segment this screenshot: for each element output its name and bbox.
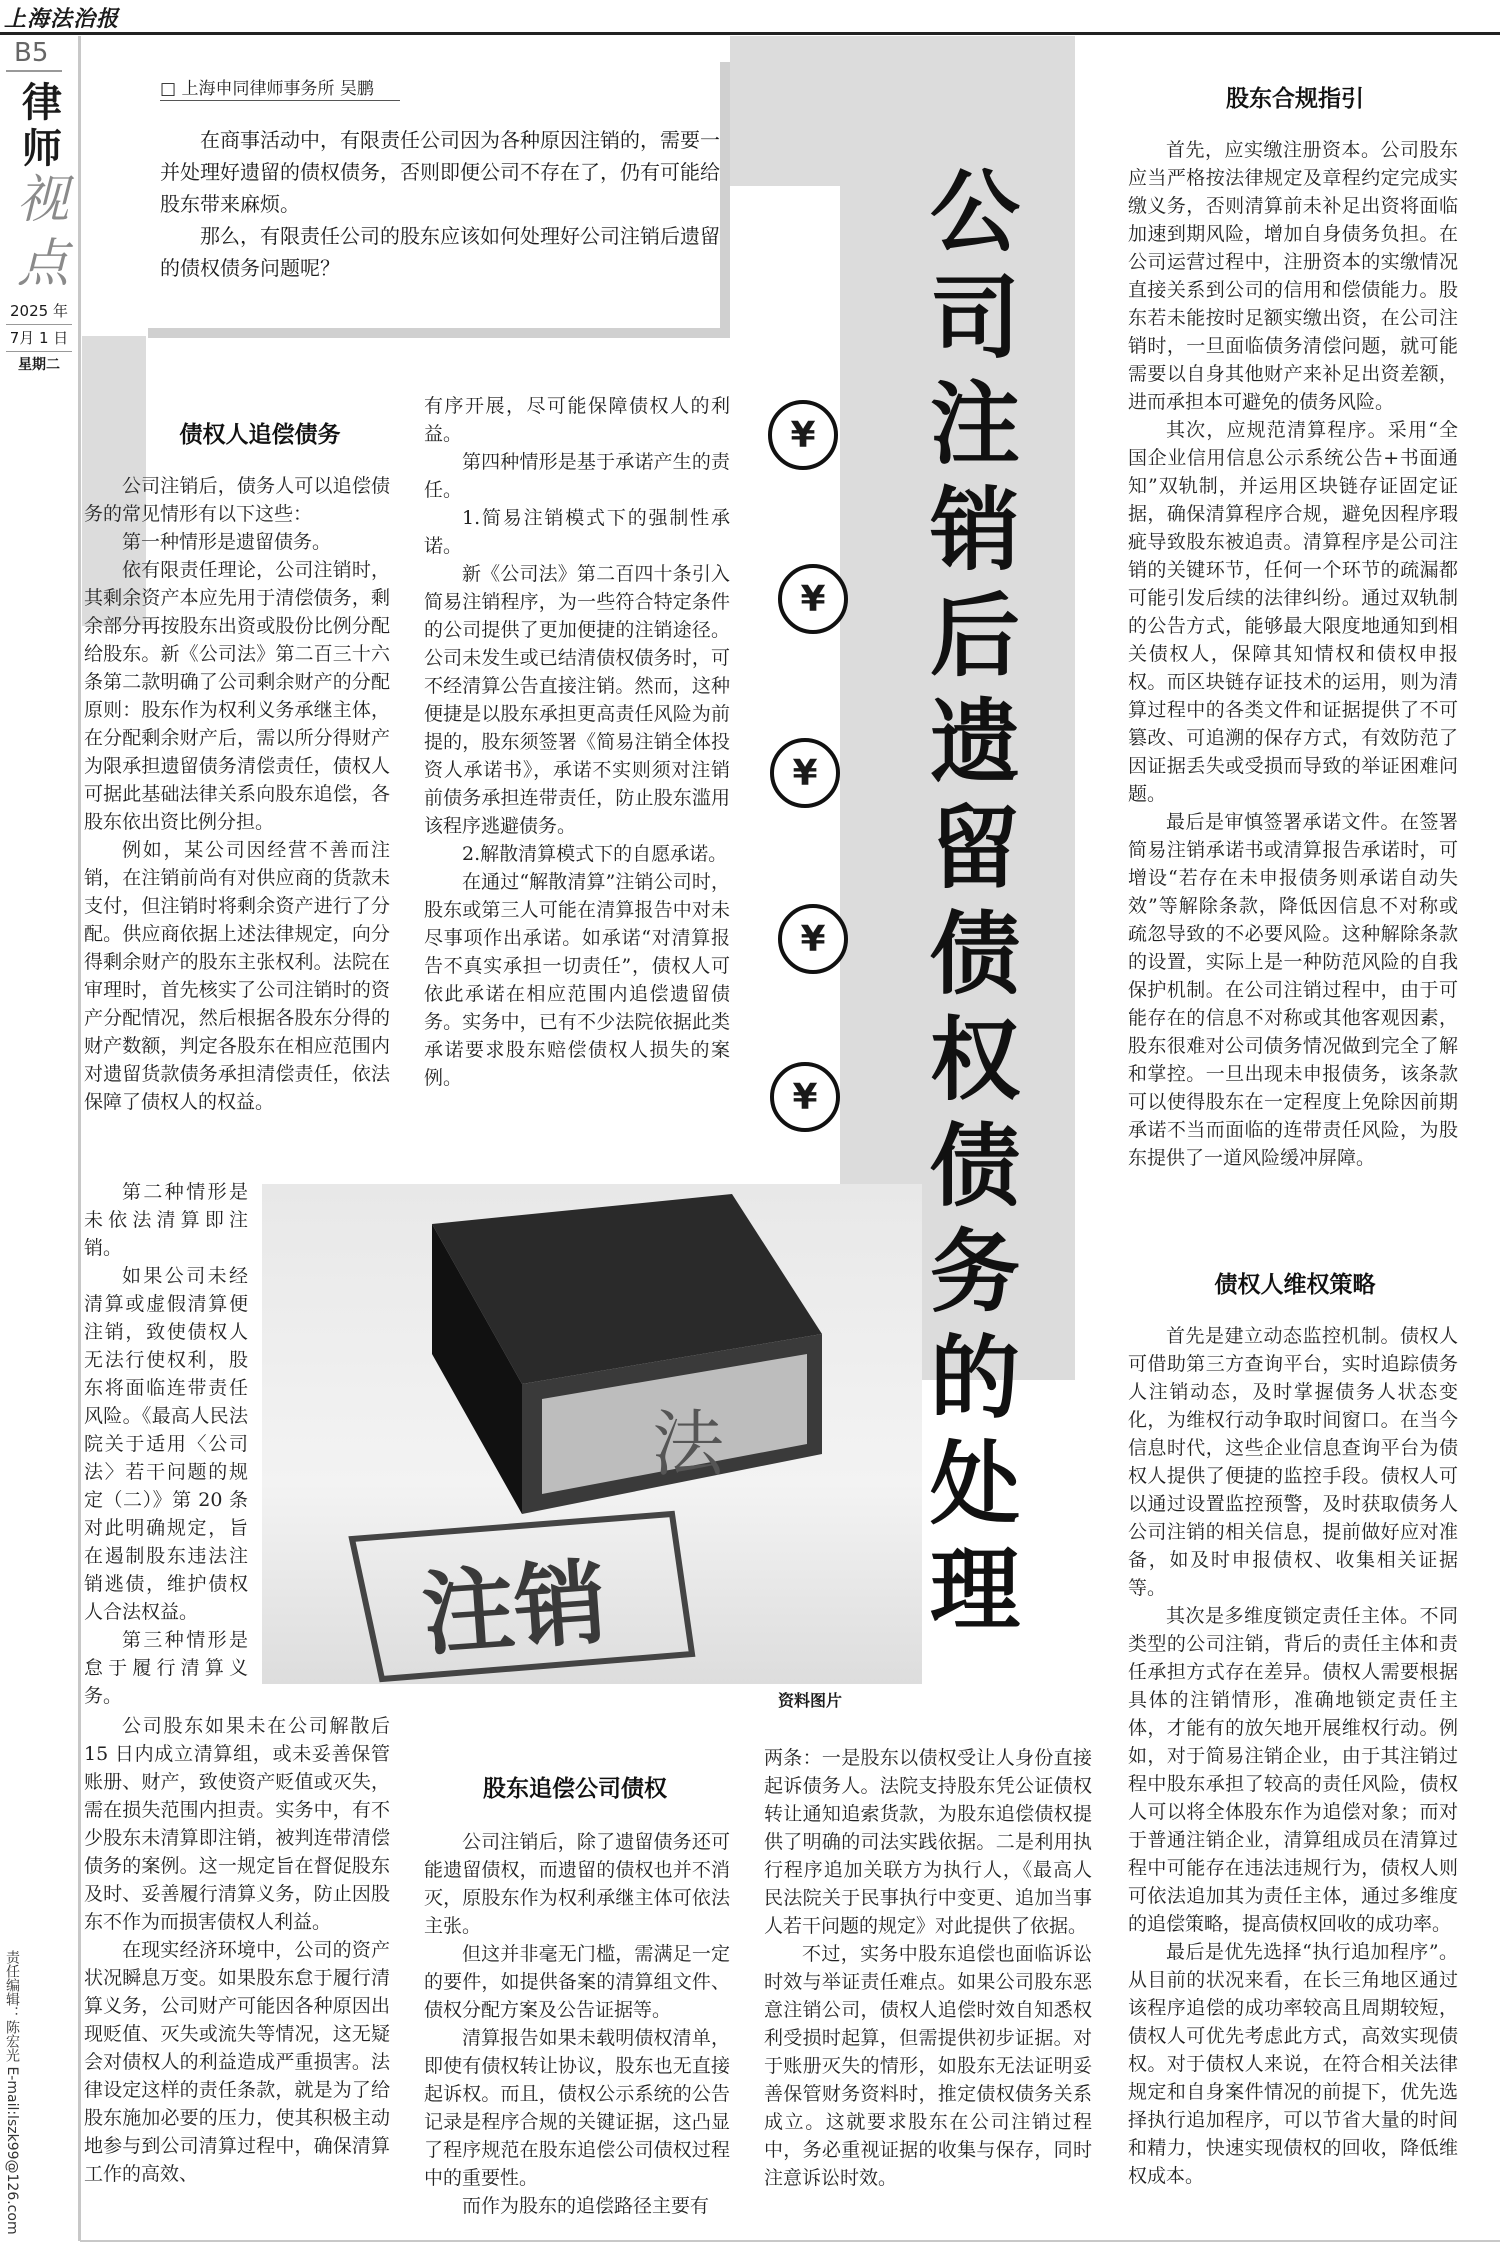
- section-name-secondary: 视点: [16, 170, 69, 294]
- paragraph: 在通过“解散清算”注销公司时，股东或第三人可能在清算报告中对未尽事项作出承诺。如承诺“对清算报告不真实承担一切责任”，债权人可依此承诺在相应范围内追偿遗留债务。实务中，已有不少法院依据此类承诺要求股东赔偿债权人损失的案例。: [424, 871, 730, 1089]
- paragraph: 公司注销后，除了遗留债务还可能遗留债权，而遗留的债权也并不消灭，原股东作为权利承继主体可依法主张。: [424, 1831, 730, 1937]
- paragraph: 其次，应规范清算程序。采用“全国企业信用信息公示系统公告+书面通知”双轨制，并运用区块链存证固定证据，确保清算程序合规，避免因程序瑕疵导致股东被追责。清算程序是公司注销的关键环节，任何一个环节的疏漏都可能引发后续的法律纠纷。通过双轨制的公告方式，能够最大限度地通知到相关债权人，保障其知情权和债权申报权。而区块链存证技术的运用，则为清算过程中的各类文件和证据提供了不可篡改、可追溯的保存方式，有效防范了因证据丢失或受损而导致的举证困难问题。: [1128, 419, 1458, 805]
- paragraph: 在现实经济环境中，公司的资产状况瞬息万变。如果股东怠于履行清算义务，公司财产可能因各种原因出现贬值、灭失或流失等情况，这无疑会对债权人的利益造成严重损害。法律设定这样的责任条款，就是为了给股东施加必要的压力，使其积极主动地参与到公司清算过程中，确保清算工作的高效、: [84, 1939, 390, 2185]
- column-1-narrow: [84, 1178, 248, 1710]
- yuan-coin-icon: ¥: [770, 738, 840, 808]
- paragraph: 1.简易注销模式下的强制性承诺。: [424, 507, 730, 557]
- column-2: [424, 392, 730, 1092]
- issue-date: [6, 298, 72, 378]
- paragraph: 2.解散清算模式下的自愿承诺。: [462, 843, 728, 865]
- column-3-bottom: [764, 1744, 1092, 2192]
- paragraph: 最后是审慎签署承诺文件。在签署简易注销承诺书或清算报告承诺时，可增设“若存在未申报债务则承诺自动失效”等解除条款，降低因信息不对称或疏忽导致的不必要风险。这种解除条款的设置，实际上是一种防范风险的自我保护机制。在公司注销过程中，由于可能存在的信息不对称或其他客观因素，股东很难对公司债务情况做到完全了解和掌控。一旦出现未申报债务，该条款可以使得股东在一定程度上免除因前期承诺不当而面临的连带责任风险，为股东提供了一道风险缓冲屏障。: [1128, 811, 1458, 1169]
- author-byline: □ 上海申同律师事务所 吴鹏: [160, 79, 374, 99]
- footer-rule: [80, 2240, 1500, 2242]
- section-heading-shareholder-recovery: 股东追偿公司债权: [483, 1776, 667, 1802]
- newspaper-logo: 上海法治报: [4, 6, 120, 32]
- paragraph: 而作为股东的追偿路径主要有: [462, 2195, 710, 2217]
- paragraph: 例如，某公司因经营不善而注销，在注销前尚有对供应商的货款未支付，但注销时将剩余资产进行了分配。供应商依据上述法律规定，向分得剩余财产的股东主张权利。法院在审理时，首先核实了公司注销时的资产分配情况，然后根据各股东分得的财产数额，判定各股东在相应范围内对遗留货款债务承担清偿责任，依法保障了债权人的权益。: [84, 839, 390, 1113]
- stamp-text: 注销: [418, 1548, 610, 1669]
- intro-paragraph: 在商事活动中，有限责任公司因为各种原因注销的，需要一并处理好遗留的债权债务，否则即便公司不存在了，仍有可能给股东带来麻烦。: [160, 128, 720, 216]
- issue-day: 7月 1 日: [6, 324, 72, 352]
- paragraph: 其次是多维度锁定责任主体。不同类型的公司注销，背后的责任主体和责任承担方式存在差异。债权人需要根据具体的注销情形，准确地锁定责任主体，才能有的放矢地开展维权行动。例如，对于简易注销企业，由于其注销过程中股东承担了较高的责任风险，债权人可以将全体股东作为追偿对象；而对于普通注销企业，清算组成员在清算过程中可能存在违法违规行为，债权人则可依法追加其为责任主体，通过多维度的追偿策略，提高债权回收的成功率。: [1128, 1605, 1458, 1935]
- column-1: [84, 472, 390, 1116]
- paragraph: 公司股东如果未在公司解散后 15 日内成立清算组，或未妥善保管账册、财产，致使资产贬值或灭失，需在损失范围内担责。实务中，有不少股东未清算即注销，被判连带清偿债务的案例。这一规定旨在督促股东及时、妥善履行清算义务，防止因股东不作为而损害债权人利益。: [84, 1715, 390, 1933]
- section-heading-creditor-strategy: 债权人维权策略: [1214, 1272, 1376, 1298]
- column-2-bottom: [424, 1828, 730, 2220]
- yuan-coin-icon: ¥: [778, 564, 848, 634]
- left-margin-rule: [78, 36, 81, 2241]
- page-number: B5: [14, 38, 49, 68]
- paragraph: 两条：一是股东以债权受让人身份直接起诉债务人。法院支持股东凭公证债权转让通知追索货款，为股东追偿债权提供了明确的司法实践依据。二是利用执行程序追加关联方为执行人，《最高人民法院关于民事执行中变更、追加当事人若干问题的规定》对此提供了依据。: [764, 1747, 1092, 1937]
- section-heading-shareholder-compliance: 股东合规指引: [1226, 86, 1364, 112]
- seal-text: 法: [652, 1402, 725, 1486]
- intro-paragraph: 那么，有限责任公司的股东应该如何处理好公司注销后遗留的债权债务问题呢？: [160, 224, 720, 280]
- photo-caption: 资料图片: [778, 1691, 843, 1710]
- issue-weekday: 星期二: [18, 357, 60, 373]
- paragraph: 清算报告如果未载明债权清单，即使有债权转让协议，股东也无直接起诉权。而且，债权公示系统的公告记录是程序合规的关键证据，这凸显了程序规范在股东追偿公司债权过程中的重要性。: [424, 2027, 730, 2189]
- stamp-photo: [262, 1184, 922, 1684]
- masthead-rule: [0, 32, 1500, 35]
- stamp-illustration: [262, 1184, 922, 1684]
- article-title: 公司注销后遗留债权债务的处理: [930, 160, 1020, 1643]
- column-4-bottom: [1128, 1322, 1458, 2190]
- section-name: 律师: [22, 80, 62, 172]
- paragraph: 首先，应实缴注册资本。公司股东应当严格按法律规定及章程约定完成实缴义务，否则清算前未补足出资将面临加速到期风险，增加自身债务负担。在公司运营过程中，注册资本的实缴情况直接关系到公司的信用和偿债能力。股东若未能按时足额实缴出资，在公司注销时，一旦面临债务清偿问题，就可能需要以自身其他财产来补足出资差额，进而承担本可避免的债务风险。: [1128, 139, 1458, 413]
- paragraph: 最后是优先选择“执行追加程序”。从目前的状况来看，在长三角地区通过该程序追偿的成功率较高且周期较短，债权人可优先考虑此方式，高效实现债权。对于债权人来说，在符合相关法律规定和自身案件情况的前提下，优先选择执行追加程序，可以节省大量的时间和精力，快速实现债权的回收，降低维权成本。: [1128, 1941, 1458, 2187]
- yuan-coin-icon: ¥: [770, 1062, 840, 1132]
- paragraph: 不过，实务中股东追偿也面临诉讼时效与举证责任难点。如果公司股东恶意注销公司，债权人追偿时效自知悉权利受损时起算，但需提供初步证据。对于账册灭失的情形，如股东无法证明妥善保管财务资料时，推定债权债务关系成立。这就要求股东在公司注销过程中，务必重视证据的收集与保存，同时注意诉讼时效。: [764, 1943, 1092, 2189]
- paragraph: 第二种情形是未依法清算即注销。: [84, 1181, 248, 1259]
- yuan-coin-icon: ¥: [768, 400, 838, 470]
- paragraph: 首先是建立动态监控机制。债权人可借助第三方查询平台，实时追踪债务人注销动态，及时掌握债务人状态变化，为维权行动争取时间窗口。在当今信息时代，这些企业信息查询平台为债权人提供了便捷的监控手段。债权人可以通过设置监控预警，及时获取债务人公司注销的相关信息，提前做好应对准备，如及时申报债权、收集相关证据等。: [1128, 1325, 1458, 1599]
- editor-credit: 责任编辑：陈宏光 E-mail:lszk99@126.com: [4, 1950, 20, 2235]
- article-intro: [160, 124, 720, 284]
- issue-year: 2025 年: [10, 302, 68, 320]
- paragraph: 新《公司法》第二百四十条引入简易注销程序，为一些符合特定条件的公司提供了更加便捷的注销途径。公司未发生或已结清债权债务时，可不经清算公告直接注销。然而，这种便捷是以股东承担更高责任风险为前提的，股东须签署《简易注销全体投资人承诺书》，承诺不实则须对注销前债务承担连带责任，防止股东滥用该程序逃避债务。: [424, 563, 730, 837]
- paragraph: 依有限责任理论，公司注销时，其剩余资产本应先用于清偿债务，剩余部分再按股东出资或股份比例分配给股东。新《公司法》第二百三十六条第二款明确了公司剩余财产的分配原则：股东作为权利义务承继主体，在分配剩余财产后，需以所分得财产为限承担遗留债务清偿责任，债权人可据此基础法律关系向股东追偿，各股东依出资比例分担。: [84, 559, 390, 833]
- column-1-bottom: [84, 1712, 390, 2188]
- paragraph: 但这并非毫无门槛，需满足一定的要件，如提供备案的清算组文件、债权分配方案及公告证据等。: [424, 1943, 730, 2021]
- paragraph: 第四种情形是基于承诺产生的责任。: [424, 451, 730, 501]
- paragraph: 第一种情形是遗留债务。: [122, 531, 332, 553]
- column-4-top: [1128, 136, 1458, 1172]
- yuan-coin-icon: ¥: [778, 904, 848, 974]
- paragraph: 如果公司未经清算或虚假清算便注销，致使债权人无法行使权利，股东将面临连带责任风险。《最高人民法院关于适用〈公司法〉若干问题的规定（二）》第 20 条对此明确规定，旨在遏制股东违法注销逃债，维护债权人合法权益。: [84, 1265, 248, 1623]
- byline-rule: [160, 100, 400, 101]
- paragraph: 公司注销后，债务人可以追偿债务的常见情形有以下这些：: [84, 475, 390, 525]
- section-heading-creditor-recovery: 债权人追偿债务: [179, 422, 341, 448]
- paragraph: 第三种情形是怠于履行清算义务。: [84, 1629, 248, 1707]
- page-number-rule: [6, 70, 62, 72]
- paragraph: 有序开展，尽可能保障债权人的利益。: [424, 395, 730, 445]
